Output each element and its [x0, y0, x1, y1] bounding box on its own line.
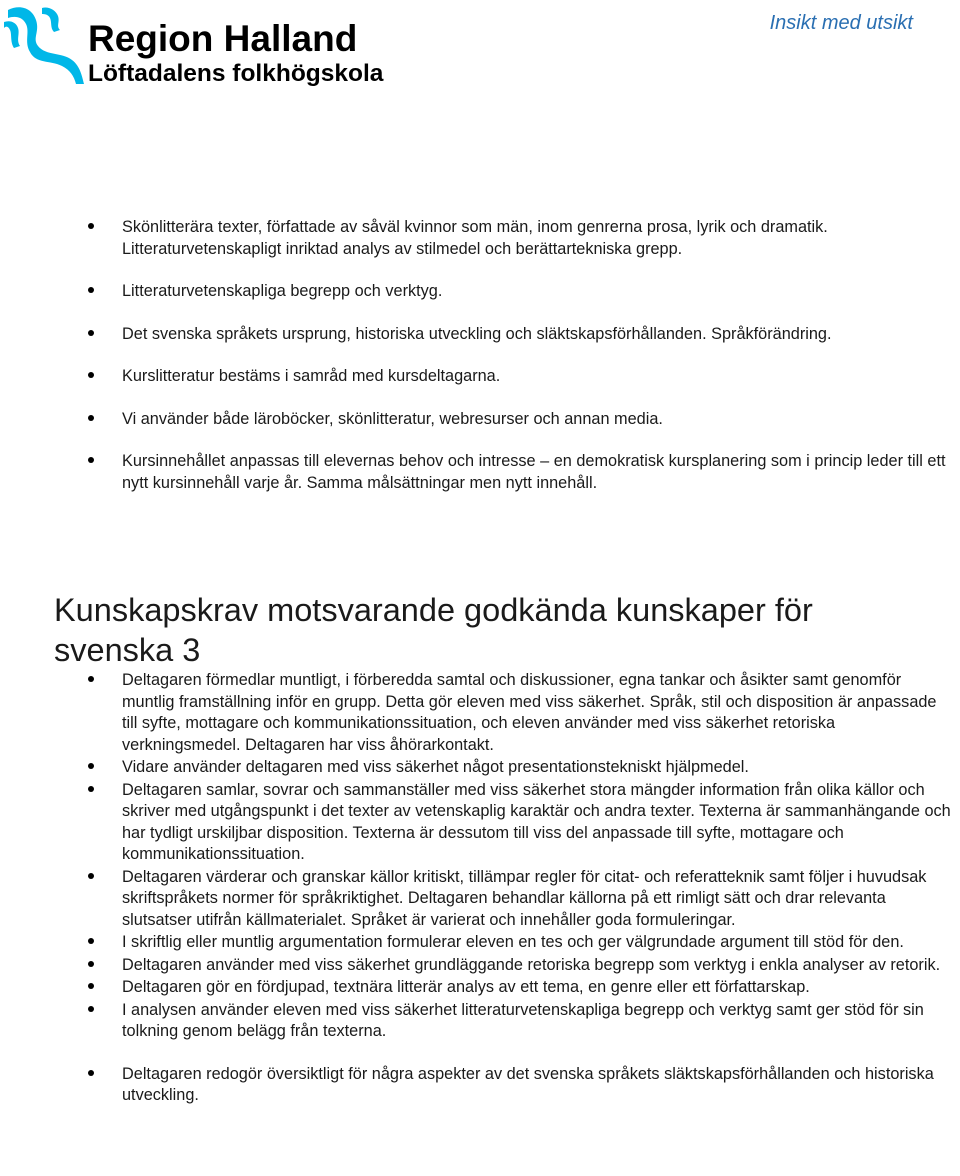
school-name: Löftadalens folkhögskola [88, 60, 384, 87]
bullet-icon [88, 1070, 94, 1076]
bullet-icon [88, 415, 94, 421]
list-item: Litteraturvetenskapliga begrepp och verktyg. [0, 281, 960, 303]
bullet-icon [88, 372, 94, 378]
bullet-icon [88, 786, 94, 792]
list-item: Deltagaren värderar och granskar källor kritiskt, tillämpar regler för citat- och referatteknik samt följer i huvudsak skriftspråkets normer för språkriktighet. Deltagaren behandlar källorna på ett rimligt sätt och drar relevanta slutsatser utifrån källmaterialet. Språket är varierat och innehåller goda formuleringar. [0, 867, 960, 932]
bullet-icon [88, 961, 94, 967]
list-item: Vi använder både läroböcker, skönlitteratur, webresurser och annan media. [0, 409, 960, 431]
bullet-icon [88, 938, 94, 944]
list-item: Deltagaren förmedlar muntligt, i förberedda samtal och diskussioner, egna tankar och åsikter samt genomför muntlig framställning inför en grupp. Detta gör eleven med viss säkerhet. Språk, stil och disposition är anpassade till syfte, mottagare och kommunikationssituation, och eleven använder med viss säkerhet retoriska verkningsmedel. Deltagaren har viss åhörarkontakt. [0, 670, 960, 756]
org-name: Region Halland [88, 18, 358, 59]
region-halland-logo-icon [2, 2, 88, 86]
page-header [0, 0, 960, 100]
list-item: Deltagaren redogör översiktligt för några aspekter av det svenska språkets släktskapsförhållanden och historiska utveckling. [0, 1064, 960, 1107]
list-item: Deltagaren gör en fördjupad, textnära litterär analys av ett tema, en genre eller ett författarskap. [0, 977, 960, 999]
list-item: Vidare använder deltagaren med viss säkerhet något presentationstekniskt hjälpmedel. [0, 757, 960, 779]
bullet-icon [88, 676, 94, 682]
list-item: I analysen använder eleven med viss säkerhet litteraturvetenskapliga begrepp och verktyg samt ger stöd för sin tolkning genom belägg från texterna. [0, 1000, 960, 1043]
bullet-icon [88, 330, 94, 336]
knowledge-requirements-list [0, 670, 960, 1108]
bullet-icon [88, 763, 94, 769]
bullet-icon [88, 1006, 94, 1012]
bullet-icon [88, 873, 94, 879]
bullet-icon [88, 223, 94, 229]
list-item: Det svenska språkets ursprung, historiska utveckling och släktskapsförhållanden. Språkförändring. [0, 324, 960, 346]
section-heading: Kunskapskrav motsvarande godkända kunskaper för svenska 3 [54, 592, 813, 668]
tagline: Insikt med utsikt [769, 12, 913, 34]
list-item: I skriftlig eller muntlig argumentation formulerar eleven en tes och ger välgrundade argument till stöd för den. [0, 932, 960, 954]
bullet-icon [88, 457, 94, 463]
course-content-list [0, 217, 960, 515]
list-item: Deltagaren samlar, sovrar och sammanställer med viss säkerhet stora mängder information från olika källor och skriver med utgångspunkt i det texter av vetenskaplig karaktär och andra texter. Texterna är sammanhängande och har tydligt urskiljbar disposition. Texterna är dessutom till viss del anpassade till syfte, mottagare och kommunikationssituation. [0, 780, 960, 866]
bullet-icon [88, 287, 94, 293]
list-item: Deltagaren använder med viss säkerhet grundläggande retoriska begrepp som verktyg i enkla analyser av retorik. [0, 955, 960, 977]
bullet-icon [88, 983, 94, 989]
list-item: Kursinnehållet anpassas till elevernas behov och intresse – en demokratisk kursplanering som i princip leder till ett nytt kursinnehåll varje år. Samma målsättningar men nytt innehåll. [0, 451, 960, 494]
list-item: Kurslitteratur bestäms i samråd med kursdeltagarna. [0, 366, 960, 388]
list-item: Skönlitterära texter, författade av såväl kvinnor som män, inom genrerna prosa, lyrik och dramatik. Litteraturvetenskapligt inriktad analys av stilmedel och berättartekniska grepp. [0, 217, 960, 260]
